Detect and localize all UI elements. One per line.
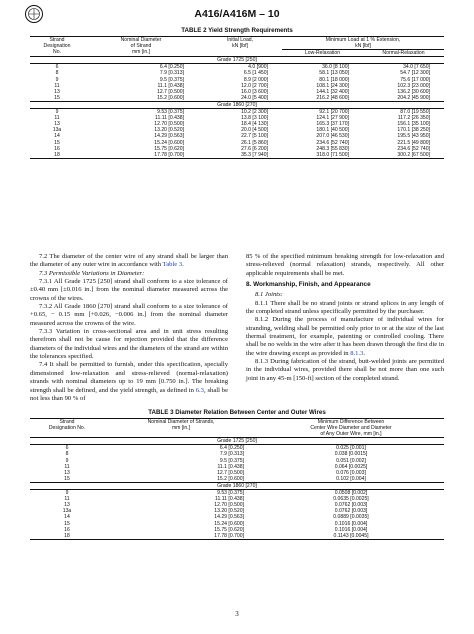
table-cell: 13 (54, 121, 60, 128)
table-cell: 17.78 [0.700] (214, 532, 244, 539)
table-cell: 0.0635 [0.0025] (333, 496, 369, 503)
table-cell: 15 (64, 520, 70, 527)
table-cell: 15.75 [0.620] (154, 145, 184, 152)
table-cell: 14.29 [0.563] (214, 514, 244, 521)
table-cell: 9.5 [0.375] (219, 457, 244, 464)
table-cell: 9 (65, 457, 69, 464)
table-cell: 180.1 [40 500] (316, 127, 349, 134)
table3-grade-1860-rows (30, 490, 444, 540)
table-cell: 16 (54, 145, 60, 152)
table-cell: 144.1 [32 400] (316, 88, 349, 95)
table-cell: 15 (54, 94, 60, 101)
table-cell: 0.0508 [0.002] (334, 490, 368, 497)
table-cell: 9.53 [0.375] (157, 109, 184, 116)
table-cell: 36.0 [8 100] (322, 64, 349, 71)
table-cell: 0.064 [0.0025] (334, 463, 368, 470)
para-7-3-3: 7.3.3 Variation in cross-sectional area and in unit stress resulting therefrom shall not be cause for rejection provided that the difference diameters of the individual wires and the diameters of the strand are within the tolerances specified. (30, 328, 228, 361)
table-cell: 234.6 [52 740] (397, 145, 430, 152)
table-row (30, 445, 444, 452)
para-7-3-2: 7.3.2 All Grade 1860 [270] strand shall conform to a size tolerance of +0.65, − 0.15 mm [+0.026, −0.006 in.] from the nominal diameter measured across the crowns of the wire. (30, 303, 228, 327)
table-cell: 7.9 [0.313] (159, 70, 184, 77)
table-cell: 11.1 [0.438] (217, 463, 244, 470)
table2-head-minimum-load: Minimum Load at 1 % Extension, kN [lbf] (282, 37, 444, 50)
document-header: A416/A416M – 10 (194, 8, 280, 20)
table-cell: 0.0889 [0.0035] (333, 514, 369, 521)
para-8-1-2: 8.1.2 During the process of manufacture of individual wires for stranding, welding shall be permitted only prior to or at the size of the last thermal treatment, for example, patenting or controlled cooling. There shall be no welds in the wire after it has been drawn through the first die in the wire drawing except as provided in 8.1.3. (246, 316, 444, 357)
para-8-1: 8.1 Joints: (255, 291, 283, 299)
table-cell: 195.5 [43 950] (397, 133, 430, 140)
table-cell: 14.29 [0.563] (154, 133, 184, 140)
table-row (30, 109, 444, 116)
table-cell: 75.6 [17 000] (400, 76, 430, 83)
table2-head-initial-load: Initial Load, kN [lbf] (226, 37, 254, 50)
table-cell: 26.1 [5 860] (241, 139, 268, 146)
table-cell: 9 (55, 76, 59, 83)
table-cell: 0.025 [0.001] (336, 445, 366, 452)
table-cell: 13.20 [0.520] (214, 508, 244, 515)
table-cell: 12.7 [0.500] (157, 88, 184, 95)
table-cell: 13.8 [3 100] (241, 115, 268, 122)
table-cell: 165.3 [37 170] (316, 121, 349, 128)
table-cell: 102.3 [23 000] (397, 82, 430, 89)
table3-grade-1860: Grade 1860 [270] (217, 482, 257, 489)
table-cell: 10.2 [2 300] (241, 109, 268, 116)
table-cell: 12.70 [0.500] (154, 121, 184, 128)
table-cell: 0.0762 [0.003] (334, 502, 368, 509)
table-cell: 92.1 [20 700] (319, 109, 349, 116)
table-cell: 0.051 [0.002] (336, 457, 366, 464)
para-7-4: 7.4 It shall be permitted to furnish, under this specification, specially dimensioned low-relaxation and stress-relieved (normal-relaxation) strands with nominal diameters up to 19 mm [0.750 in.]. The breaking strength shall be defined, and the yield strength, as defined in 6.3, shall be not less than 90 % of (30, 361, 228, 402)
table-cell: 13a (62, 508, 72, 515)
table-cell: 234.6 [52 740] (316, 139, 349, 146)
table-cell: 11.11 [0.438] (155, 115, 184, 122)
table-cell: 15.75 [0.620] (214, 526, 244, 533)
table-cell: 11 (64, 496, 70, 503)
table-cell: 54.7 [12 300] (400, 70, 430, 77)
table3-head-min-difference: Minimum Difference Between Center Wire Diameter and Diameter of Any Outer Wire, mm [in.] (310, 419, 392, 438)
table-cell: 11 (54, 82, 60, 89)
table2-head-diameter: Nominal Diameter of Strand mm [in.] (120, 37, 162, 56)
table-row (30, 533, 444, 540)
table-cell: 13 (64, 469, 70, 476)
table2-grade-1725: Grade 1725 [250] (217, 57, 257, 64)
table-row (30, 95, 444, 102)
table-cell: 0.038 [0.0015] (334, 451, 368, 458)
table-cell: 8 (55, 70, 59, 77)
table-cell: 9 (55, 109, 59, 116)
table-cell: 9 (65, 490, 69, 497)
table2-grade-1860: Grade 1860 [270] (217, 101, 257, 108)
table-cell: 13 (64, 502, 70, 509)
table-cell: 300.2 [67 500] (397, 151, 430, 158)
table-cell: 13a (52, 127, 62, 134)
table-cell: 34.0 [7 650] (403, 64, 430, 71)
para-7-2: 7.2 The diameter of the center wire of any strand shall be larger than the diameter of any outer wire in accordance with Table 3. (30, 253, 228, 269)
table2-head-strand: Strand Designation No. (43, 37, 71, 56)
table-cell: 35.3 [7 940] (241, 151, 268, 158)
table-cell: 4.0 [900] (248, 64, 268, 71)
table-cell: 9.5 [0.375] (159, 76, 184, 83)
table-cell: 0.102 [0.004] (336, 475, 366, 482)
page-number: 3 (235, 610, 239, 618)
table-cell: 0.0762 [0.003] (334, 508, 368, 515)
table-cell: 11 (64, 463, 70, 470)
table-cell: 117.2 [26 350] (397, 115, 430, 122)
table-row (30, 490, 444, 497)
table-cell: 18 (64, 532, 70, 539)
table-cell: 0.1143 [0.0045] (333, 532, 369, 539)
left-text-column (30, 253, 228, 403)
table-cell: 8.9 [2 000] (243, 76, 268, 83)
table3 (30, 418, 444, 540)
table-cell: 0.076 [0.003] (336, 469, 366, 476)
table-cell: 15.2 [0.600] (157, 94, 184, 101)
para-7-3: 7.3 Permissible Variations in Diameter: (39, 269, 145, 277)
table-cell: 24.0 [5 400] (241, 94, 268, 101)
table-cell: 18 (54, 151, 60, 158)
table2-head-low-relaxation: Low-Relaxation (304, 50, 341, 57)
table-cell: 11.1 [0.438] (157, 82, 184, 89)
para-8-1-1: 8.1.1 There shall be no strand joints or strand splices in any length of the completed strand unless specifically permitted by the purchaser. (246, 299, 444, 316)
table-cell: 204.2 [45 900] (397, 94, 430, 101)
table-cell: 58.1 [13 050] (319, 70, 349, 77)
table2-grade-1860-rows (30, 109, 444, 159)
table-cell: 221.5 [49 800] (397, 139, 430, 146)
table3-head-diameter: Nominal Diameter of Strands, mm [in.] (147, 419, 215, 432)
table-row (30, 152, 444, 159)
table2-head-normal-relaxation: Normal-Relaxation (382, 50, 425, 57)
table-cell: 124.1 [27 900] (316, 115, 349, 122)
table-cell: 14 (64, 514, 70, 521)
table-cell: 156.1 [35 100] (397, 121, 430, 128)
table-row (30, 64, 444, 71)
table-cell: 12.0 [2 700] (241, 82, 268, 89)
para-7-4-cont: 85 % of the specified minimum breaking strength for low-relaxation and stress-relieved (normal relaxation) strands, respectively. All other applicable requirements shall be met. (246, 253, 444, 277)
right-text-column (246, 253, 444, 383)
table-cell: 6.4 [0.250] (219, 445, 244, 452)
table-cell: 318.0 [71 500] (316, 151, 349, 158)
table-cell: 13 (54, 88, 60, 95)
table-cell: 6.4 [0.250] (159, 64, 184, 71)
table-cell: 15.24 [0.600] (154, 139, 184, 146)
table-cell: 11.11 [0.438] (215, 496, 244, 503)
table-cell: 15 (64, 475, 70, 482)
table-cell: 7.9 [0.313] (219, 451, 244, 458)
link-6-3[interactable]: 6.3 (195, 386, 204, 394)
table-cell: 22.7 [5 100] (241, 133, 268, 140)
table3-head-strand: Strand Designation No. (48, 419, 86, 432)
table-cell: 11 (54, 115, 60, 122)
table2-caption: TABLE 2 Yield Strength Requirements (181, 27, 293, 34)
link-table-3[interactable]: Table 3 (162, 261, 183, 269)
link-8-1-3[interactable]: 8.1.3 (350, 349, 364, 357)
table-cell: 12.7 [0.500] (217, 469, 244, 476)
table-cell: 0.1016 [0.004] (334, 526, 368, 533)
table-cell: 136.2 [30 600] (397, 88, 430, 95)
table3-caption: TABLE 3 Diameter Relation Between Center and Outer Wires (148, 409, 326, 416)
table-cell: 17.78 [0.700] (154, 151, 184, 158)
table-cell: 15.2 [0.600] (217, 475, 244, 482)
table-cell: 80.1 [18 000] (319, 76, 349, 83)
section-8-heading: 8. Workmanship, Finish, and Appearance (246, 281, 371, 289)
table-cell: 16 (64, 526, 70, 533)
table-cell: 13.20 [0.520] (154, 127, 184, 134)
table-cell: 170.1 [38 250] (397, 127, 430, 134)
table-cell: 0.1016 [0.004] (334, 520, 368, 527)
table-cell: 8 (65, 451, 69, 458)
para-7-3-1: 7.3.1 All Grade 1725 [250] strand shall conform to a size tolerance of ±0.40 mm [±0.016 in.] from the nominal diameter measured across the crowns of the wires. (30, 278, 228, 302)
table-cell: 27.6 [6 200] (241, 145, 268, 152)
table-row (30, 476, 444, 483)
table-cell: 6 (65, 445, 69, 452)
table-cell: 20.0 [4 500] (241, 127, 268, 134)
table-cell: 87.0 [19 550] (400, 109, 430, 116)
table-cell: 15.24 [0.600] (214, 520, 244, 527)
table-cell: 12.70 [0.500] (214, 502, 244, 509)
table-cell: 16.0 [3 600] (241, 88, 268, 95)
table2-grade-1725-rows (30, 64, 444, 102)
table-cell: 6 (55, 64, 59, 71)
table-cell: 207.0 [46 530] (316, 133, 349, 140)
table3-grade-1725: Grade 1725 [250] (217, 438, 257, 445)
table-cell: 6.5 [1 450] (243, 70, 268, 77)
table3-grade-1725-rows (30, 445, 444, 483)
table-cell: 9.53 [0.375] (217, 490, 244, 497)
table2 (30, 36, 444, 159)
table-cell: 14 (54, 133, 60, 140)
para-8-1-3: 8.1.3 During fabrication of the strand, butt-welded joints are permitted in the individual wires, provided there shall be not more than one such joint in any 45-m [150-ft] section of the completed strand. (246, 358, 444, 382)
table-cell: 216.2 [48 600] (316, 94, 349, 101)
table-cell: 108.1 [24 300] (316, 82, 349, 89)
table-cell: 248.3 [55 830] (316, 145, 349, 152)
table-cell: 15 (54, 139, 60, 146)
table-cell: 18.4 [4 130] (241, 121, 268, 128)
